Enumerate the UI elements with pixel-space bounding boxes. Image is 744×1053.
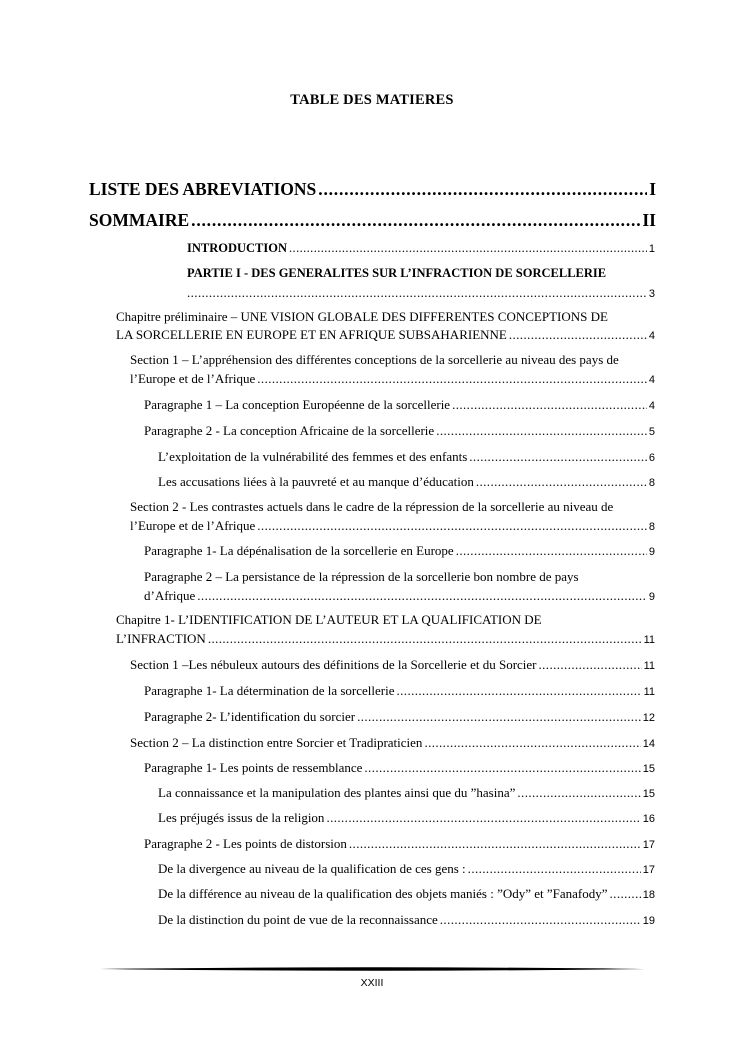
toc-label: SOMMAIRE	[89, 210, 190, 230]
toc-entry-sommaire[interactable]	[89, 212, 656, 228]
toc-page: I	[649, 179, 656, 199]
dot-leader	[208, 631, 642, 647]
toc-entry-persistance[interactable]	[144, 588, 655, 605]
dot-leader	[517, 785, 640, 801]
toc-label: LA SORCELLERIE EN EUROPE ET EN AFRIQUE SUBSAHARIENNE	[116, 327, 507, 342]
toc-entry-difference-objets[interactable]	[158, 886, 655, 903]
footer-divider	[100, 967, 645, 971]
toc-page: 17	[642, 839, 655, 851]
toc-page: 11	[643, 660, 655, 672]
toc-page: 16	[642, 813, 655, 825]
toc-label: Section 1 –Les nébuleux autours des définitions de la Sorcellerie et du Sorcier	[130, 657, 537, 672]
toc-entry-identification-sorcier[interactable]	[144, 709, 655, 726]
toc-page: 6	[648, 452, 655, 464]
toc-entry-ressemblance[interactable]	[144, 760, 655, 777]
toc-entry-reconnaissance[interactable]	[158, 912, 655, 929]
toc-page: 11	[643, 686, 655, 698]
toc-entry-chapitre-1-line1[interactable]: Chapitre 1- L’IDENTIFICATION DE L’AUTEUR ET LA QUALIFICATION DE	[116, 612, 542, 627]
toc-page: 1	[648, 243, 655, 255]
dot-leader	[452, 397, 647, 413]
toc-label: De la divergence au niveau de la qualification de ces gens :	[158, 861, 466, 876]
dot-leader	[424, 735, 640, 751]
toc-entry-partie-1[interactable]	[187, 285, 655, 302]
toc-label: Les préjugés issus de la religion	[158, 810, 325, 825]
toc-label: Paragraphe 2- L’identification du sorcier	[144, 709, 356, 724]
toc-entry-section-2[interactable]	[130, 518, 655, 535]
toc-page: 11	[643, 634, 655, 646]
toc-entry-chapitre-preliminaire[interactable]	[116, 327, 655, 344]
toc-label: De la distinction du point de vue de la reconnaissance	[158, 912, 438, 927]
toc-label: L’exploitation de la vulnérabilité des femmes et des enfants	[158, 449, 468, 464]
toc-label: INTRODUCTION	[187, 241, 288, 255]
toc-entry-depenalisation[interactable]	[144, 543, 655, 560]
toc-label: Paragraphe 1 – La conception Européenne de la sorcellerie	[144, 397, 451, 412]
page-title: TABLE DES MATIERES	[290, 92, 454, 108]
toc-page: 8	[648, 521, 655, 533]
dot-leader	[436, 423, 647, 439]
toc-label: Les accusations liées à la pauvreté et au manque d’éducation	[158, 474, 474, 489]
toc-entry-chapitre-1[interactable]	[116, 631, 655, 648]
toc-page: 15	[642, 763, 655, 775]
toc-page: 5	[648, 426, 655, 438]
toc-label: d’Afrique	[144, 588, 196, 603]
toc-entry-exploitation[interactable]	[158, 449, 655, 466]
toc-entry-determination[interactable]	[144, 683, 655, 700]
toc-entry-section-2-distinction[interactable]	[130, 735, 655, 752]
toc-label: L’INFRACTION	[116, 631, 206, 646]
toc-page: 3	[648, 288, 655, 300]
toc-page: 4	[648, 330, 655, 342]
dot-leader	[318, 181, 647, 197]
toc-label: Paragraphe 1- La détermination de la sorcellerie	[144, 683, 395, 698]
dot-leader	[191, 212, 640, 228]
toc-entry-paragraphe-2[interactable]	[144, 423, 655, 440]
dot-leader	[289, 240, 647, 256]
toc-page: 4	[648, 400, 655, 412]
toc-page: 14	[642, 738, 655, 750]
toc-label: La connaissance et la manipulation des plantes ainsi que du ”hasina”	[158, 785, 516, 800]
toc-entry-section-1[interactable]	[130, 371, 655, 388]
toc-page: 15	[642, 788, 655, 800]
toc-entry-partie-1-line1[interactable]: PARTIE I - DES GENERALITES SUR L’INFRACTION DE SORCELLERIE	[187, 266, 607, 280]
toc-entry-abreviations[interactable]	[89, 181, 656, 197]
toc-label: Paragraphe 2 - Les points de distorsion	[144, 836, 347, 851]
page-number: XXIII	[360, 977, 384, 989]
toc-label: Paragraphe 1- Les points de ressemblance	[144, 760, 363, 775]
dot-leader	[469, 449, 647, 465]
dot-leader	[187, 285, 647, 301]
toc-page: 18	[642, 889, 655, 901]
toc-entry-paragraphe-1[interactable]	[144, 397, 655, 414]
toc-label: Section 2 – La distinction entre Sorcier et Tradipraticien	[130, 735, 423, 750]
toc-entry-section-1-nebuleux[interactable]	[130, 657, 655, 674]
toc-entry-divergence[interactable]	[158, 861, 655, 878]
dot-leader	[197, 588, 647, 604]
toc-entry-introduction[interactable]	[187, 240, 655, 257]
dot-leader	[539, 657, 642, 673]
dot-leader	[364, 760, 640, 776]
toc-entry-accusations[interactable]	[158, 474, 655, 491]
toc-page: 9	[648, 546, 655, 558]
toc-label: l’Europe et de l’Afrique	[130, 371, 256, 386]
toc-entry-prejuges[interactable]	[158, 810, 655, 827]
toc-page: 12	[642, 712, 655, 724]
toc-entry-distorsion[interactable]	[144, 836, 655, 853]
toc-label: l’Europe et de l’Afrique	[130, 518, 256, 533]
dot-leader	[257, 518, 647, 534]
dot-leader	[476, 474, 647, 490]
toc-page: 8	[648, 477, 655, 489]
toc-label: De la différence au niveau de la qualification des objets maniés : ”Ody” et ”Fanafody”	[158, 886, 608, 901]
dot-leader	[357, 709, 641, 725]
toc-entry-section-1-line1[interactable]: Section 1 – L’appréhension des différentes conceptions de la sorcellerie au niveau des pays de	[130, 352, 619, 367]
toc-page: 9	[648, 591, 655, 603]
toc-entry-connaissance-plantes[interactable]	[158, 785, 655, 802]
toc-entry-section-2-line1[interactable]: Section 2 - Les contrastes actuels dans le cadre de la répression de la sorcellerie au niveau de	[130, 499, 614, 514]
toc-entry-chapitre-preliminaire-line1[interactable]: Chapitre préliminaire – UNE VISION GLOBALE DES DIFFERENTES CONCEPTIONS DE	[116, 309, 608, 324]
dot-leader	[468, 861, 641, 877]
dot-leader	[610, 886, 641, 902]
toc-page: 19	[642, 915, 655, 927]
dot-leader	[440, 912, 641, 928]
toc-label: Paragraphe 1- La dépénalisation de la sorcellerie en Europe	[144, 543, 454, 558]
toc-label: Paragraphe 2 - La conception Africaine de la sorcellerie	[144, 423, 435, 438]
dot-leader	[456, 543, 647, 559]
toc-page: 4	[648, 374, 655, 386]
toc-page: II	[642, 210, 656, 230]
dot-leader	[257, 371, 647, 387]
dot-leader	[349, 836, 641, 852]
dot-leader	[509, 327, 647, 343]
toc-page: 17	[642, 864, 655, 876]
dot-leader	[397, 683, 642, 699]
toc-label: LISTE DES ABREVIATIONS	[89, 179, 317, 199]
dot-leader	[326, 810, 640, 826]
toc-entry-persistance-line1[interactable]: Paragraphe 2 – La persistance de la répression de la sorcellerie bon nombre de pays	[144, 569, 579, 584]
